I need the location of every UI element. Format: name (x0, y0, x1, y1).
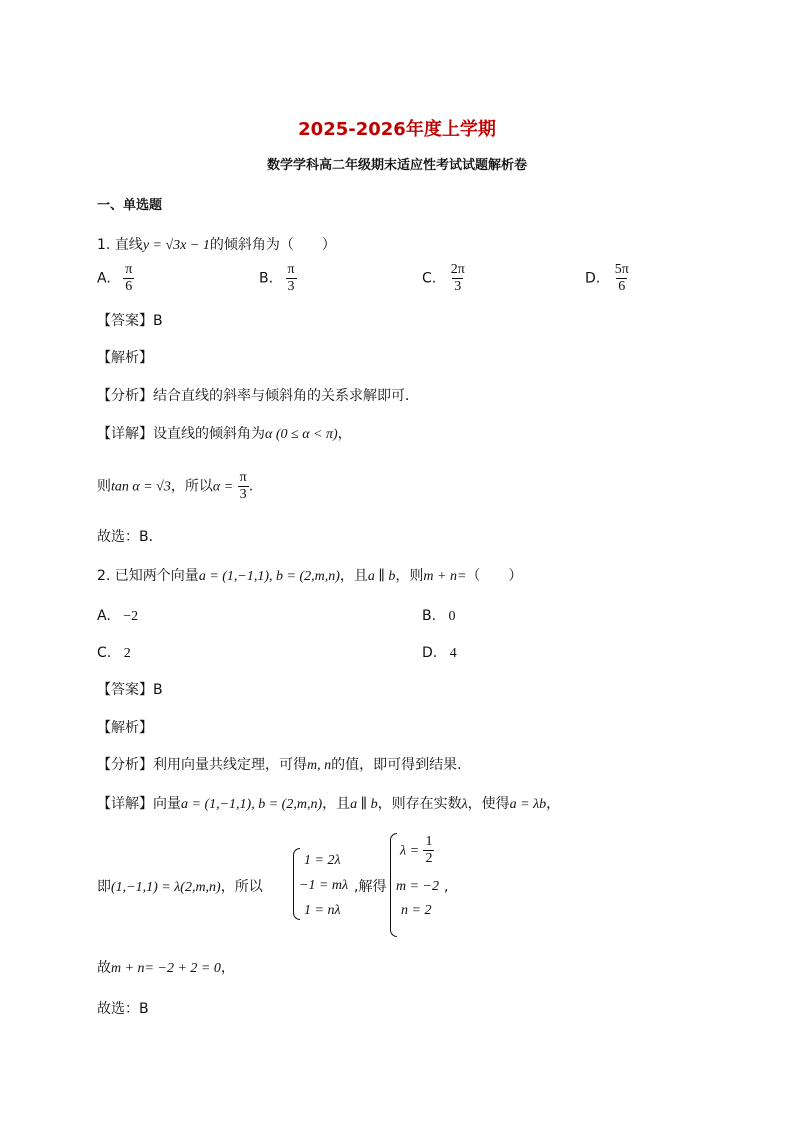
system-eq-1: 1 = 2λ (304, 853, 341, 868)
q1-choose: 故选：B． (97, 529, 163, 545)
question-1-stem (97, 236, 336, 255)
q2-option-c (97, 644, 131, 663)
q1-xiangjie-prefix: 【详解】设直线的倾斜角为 (97, 426, 265, 442)
q1-xiangjie (97, 425, 352, 444)
option-letter: C. (97, 645, 112, 661)
q2-mid: ，且 (339, 568, 368, 584)
q2-gu-line (97, 959, 235, 978)
question-2-stem (97, 567, 522, 586)
q1-option-b (259, 262, 297, 295)
q1-option-d (585, 262, 631, 295)
q2-sol-end: , (444, 879, 449, 895)
fraction-denominator: 6 (125, 279, 133, 294)
q1-then-mid: ，所以 (170, 478, 213, 495)
q2-xiangjie-exist: ，则存在实数 (377, 796, 462, 812)
system-eq-3: 1 = nλ (304, 903, 341, 918)
q1-option-c (422, 262, 467, 295)
q2-parallel: a ∥ b (367, 569, 396, 584)
q2-gu-end: ， (220, 960, 235, 976)
option-letter: B. (422, 608, 437, 624)
page-title: 2025-2026年度上学期 (298, 119, 496, 140)
fraction-denominator: 3 (239, 487, 247, 502)
fraction-numerator: 5π (614, 262, 629, 277)
option-letter: A. (97, 608, 111, 624)
q1-formula: y = √3x − 1 (142, 238, 210, 253)
q2-fenxi (97, 756, 462, 775)
option-letter: C. (422, 270, 437, 287)
fraction-numerator: π (239, 470, 247, 485)
solution-lambda-label: λ = (400, 843, 420, 859)
q2-solve-label: ,解得 (354, 879, 387, 895)
solution-n: n = 2 (401, 903, 432, 918)
q2-prefix: 2. 已知两个向量 (97, 568, 199, 584)
option-value: 0 (448, 609, 456, 624)
q1-analysis-label: 【解析】 (97, 350, 153, 366)
q2-fenxi-vars: m, n (307, 758, 332, 773)
q2-analysis-label: 【解析】 (97, 720, 153, 736)
q2-option-b (422, 607, 456, 626)
q2-xiangjie-end: ， (546, 796, 561, 812)
q1-xiangjie-formula: α (0 ≤ α < π) (265, 427, 338, 442)
option-letter: B. (259, 270, 274, 287)
q2-option-d (422, 644, 457, 663)
q1-suffix: 的倾斜角为（ ） (209, 237, 336, 253)
fraction-numerator: 1 (425, 834, 433, 849)
q1-then-prefix: 则 (97, 478, 111, 495)
option-value: 4 (449, 646, 457, 661)
solution-m: m = −2 (396, 879, 440, 894)
q2-xiangjie-parallel: a ∥ b (350, 797, 378, 812)
q2-xiangjie-mid: ，且 (322, 796, 351, 812)
q1-fenxi: 【分析】结合直线的斜率与倾斜角的关系求解即可． (97, 388, 419, 404)
q2-ji-line (97, 878, 263, 897)
q1-xiangjie-suffix: ， (337, 426, 352, 442)
fraction-numerator: 2π (450, 262, 465, 277)
fraction-denominator: 2 (425, 851, 433, 866)
q1-answer: 【答案】B (97, 313, 163, 329)
option-letter: A. (97, 270, 111, 287)
q2-gu-prefix: 故 (97, 960, 111, 976)
q2-then: ，则 (395, 568, 424, 584)
q2-expr: m + n= (423, 569, 467, 584)
q1-then-end: . (248, 478, 254, 495)
q2-xiangjie-prefix: 【详解】向量 (97, 796, 181, 812)
q2-option-a (97, 607, 138, 626)
option-letter: D. (422, 645, 438, 661)
q1-option-a (97, 262, 134, 295)
q2-answer: 【答案】B (97, 682, 163, 698)
q2-xiangjie-formula: a = (1,−1,1), b = (2,m,n) (181, 797, 323, 812)
q2-xiangjie-make: ，使得 (467, 796, 510, 812)
q2-ji-mid: ，所以 (220, 879, 263, 895)
q1-then-line (97, 470, 253, 503)
q2-gu-formula: m + n= −2 + 2 = 0 (111, 961, 221, 976)
q1-prefix: 1. 直线 (97, 237, 143, 253)
q2-paren: （ ） (466, 568, 523, 584)
q2-fenxi-suffix: 的值，即可得到结果. (331, 757, 462, 773)
option-value: 2 (123, 646, 131, 661)
section-heading: 一、单选题 (97, 198, 163, 213)
solution-lambda (400, 834, 434, 867)
q2-choose: 故选：B (97, 1001, 149, 1017)
q2-ji-prefix: 即 (97, 879, 111, 895)
q2-xiangjie-eq: a = λb (509, 797, 547, 812)
q2-xiangjie (97, 795, 560, 814)
page-subtitle: 数学学科高二年级期末适应性考试试题解析卷 (266, 158, 527, 173)
q2-formula: a = (1,−1,1), b = (2,m,n) (198, 569, 340, 584)
q2-fenxi-prefix: 【分析】利用向量共线定理，可得 (97, 757, 307, 773)
fraction-denominator: 3 (454, 279, 462, 294)
fraction-numerator: π (125, 262, 133, 277)
q2-ji-formula: (1,−1,1) = λ(2,m,n) (111, 880, 221, 895)
system-eq-2: −1 = mλ (299, 878, 349, 893)
option-value: −2 (123, 609, 139, 624)
q2-xiangjie-lambda: λ (461, 797, 468, 812)
q1-then-alpha: α = (212, 479, 234, 495)
fraction-denominator: 3 (287, 279, 295, 294)
fraction-numerator: π (287, 262, 295, 277)
fraction-denominator: 6 (618, 279, 626, 294)
option-letter: D. (585, 270, 601, 287)
q1-then-formula: tan α = √3 (111, 479, 171, 495)
